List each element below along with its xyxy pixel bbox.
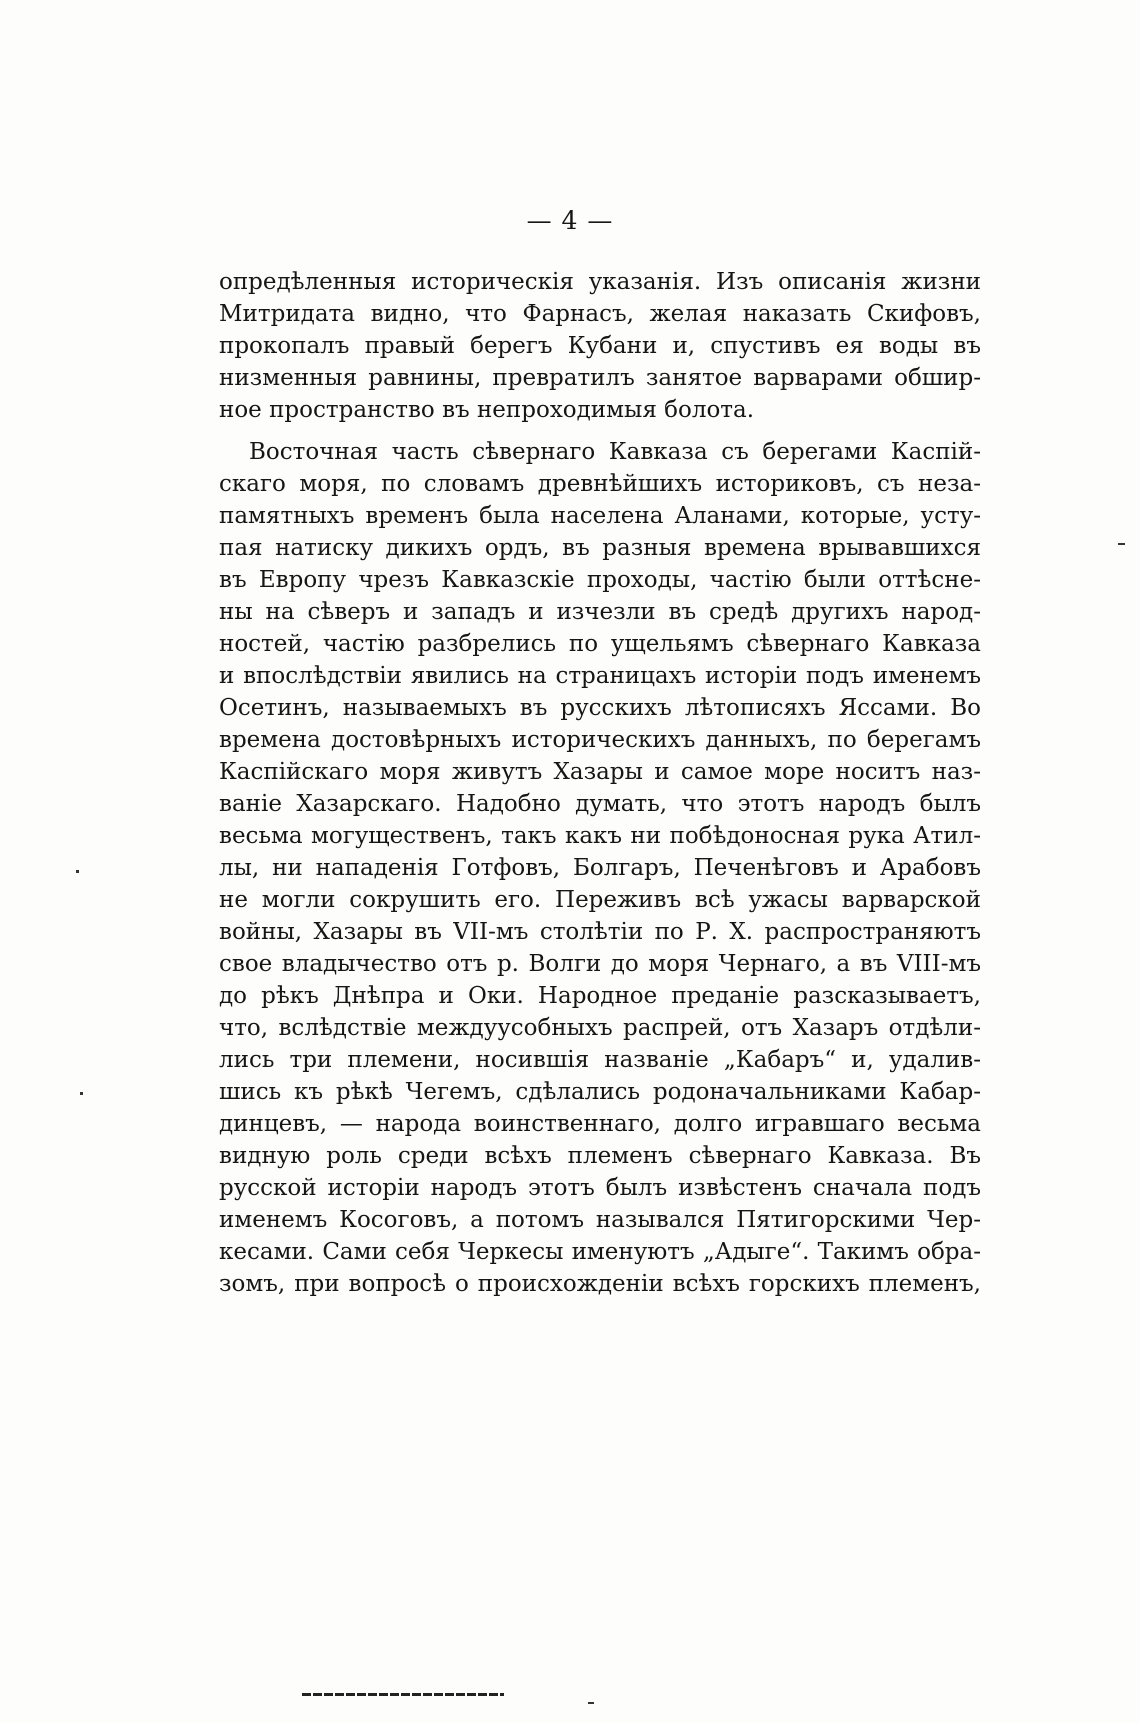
- text-line: что, вслѣдствіе междуусобныхъ распрей, отъ Хазаръ отдѣли-: [219, 1015, 981, 1041]
- text-line: и впослѣдствіи явились на страницахъ исторіи подъ именемъ: [219, 663, 981, 689]
- text-line: кесами. Сами себя Черкесы именуютъ „Адыге“. Такимъ обра-: [219, 1239, 981, 1265]
- text-line: Восточная часть сѣвернаго Кавказа съ берегами Каспій-: [249, 439, 981, 465]
- scan-edge-rule: [302, 1693, 504, 1696]
- paragraph-1: [219, 266, 981, 426]
- text-line: видную роль среди всѣхъ племенъ сѣвернаго Кавказа. Въ: [219, 1143, 981, 1169]
- text-line: прокопалъ правый берегъ Кубани и, спустивъ ея воды въ: [219, 333, 981, 359]
- text-line: русской исторіи народъ этотъ былъ извѣстенъ сначала подъ: [219, 1175, 981, 1201]
- text-line: динцевъ, — народа воинственнаго, долго игравшаго весьма: [219, 1111, 981, 1137]
- text-line: Митридата видно, что Фарнасъ, желая наказать Скифовъ,: [219, 301, 981, 327]
- scan-speck: [80, 1092, 83, 1095]
- text-line: пая натиску дикихъ ордъ, въ разныя времена врывавшихся: [219, 535, 981, 561]
- scan-speck: [588, 1702, 594, 1704]
- text-line: свое владычество отъ р. Волги до моря Чернаго, а въ VIII-мъ: [219, 951, 981, 977]
- text-line: лись три племени, носившія названіе „Кабаръ“ и, удалив-: [219, 1047, 981, 1073]
- text-line: ностей, частію разбрелись по ущельямъ сѣвернаго Кавказа: [219, 631, 981, 657]
- text-line: ны на сѣверъ и западъ и изчезли въ средѣ другихъ народ-: [219, 599, 981, 625]
- text-line: времена достовѣрныхъ историческихъ данныхъ, по берегамъ: [219, 727, 981, 753]
- text-line: шись къ рѣкѣ Чегемъ, сдѣлались родоначальниками Кабар-: [219, 1079, 981, 1105]
- scan-speck: [76, 870, 79, 873]
- text-line: низменныя равнины, превратилъ занятое варварами обшир-: [219, 365, 981, 391]
- text-line: ное пространство въ непроходимыя болота.: [219, 397, 755, 423]
- paragraph-gap: [219, 426, 981, 436]
- body-text: [219, 266, 981, 1300]
- text-line: лы, ни нападенія Готфовъ, Болгаръ, Печенѣговъ и Арабовъ: [219, 855, 981, 881]
- page-number: — 4 —: [526, 206, 614, 235]
- text-line: опредѣленныя историческія указанія. Изъ описанія жизни: [219, 269, 981, 295]
- text-line: до рѣкъ Днѣпра и Оки. Народное преданіе разсказываетъ,: [219, 983, 981, 1009]
- text-line: зомъ, при вопросѣ о происхожденіи всѣхъ горскихъ племенъ,: [219, 1271, 981, 1297]
- scan-speck: [1118, 543, 1125, 545]
- text-line: не могли сокрушить его. Переживъ всѣ ужасы варварской: [219, 887, 981, 913]
- text-line: Осетинъ, называемыхъ въ русскихъ лѣтописяхъ Яссами. Во: [219, 695, 981, 721]
- text-line: Каспійскаго моря живутъ Хазары и самое море носитъ наз-: [219, 759, 981, 785]
- text-line: въ Европу чрезъ Кавказскіе проходы, частію были оттѣсне-: [219, 567, 981, 593]
- text-line: весьма могущественъ, такъ какъ ни побѣдоносная рука Атил-: [219, 823, 981, 849]
- text-line: памятныхъ временъ была населена Аланами, которые, усту-: [219, 503, 981, 529]
- paragraph-2: [219, 436, 981, 1300]
- text-line: скаго моря, по словамъ древнѣйшихъ историковъ, съ неза-: [219, 471, 981, 497]
- text-line: войны, Хазары въ VII-мъ столѣтіи по Р. Х. распространяютъ: [219, 919, 981, 945]
- text-line: ваніе Хазарскаго. Надобно думать, что этотъ народъ былъ: [219, 791, 981, 817]
- text-line: именемъ Косоговъ, а потомъ назывался Пятигорскими Чер-: [219, 1207, 981, 1233]
